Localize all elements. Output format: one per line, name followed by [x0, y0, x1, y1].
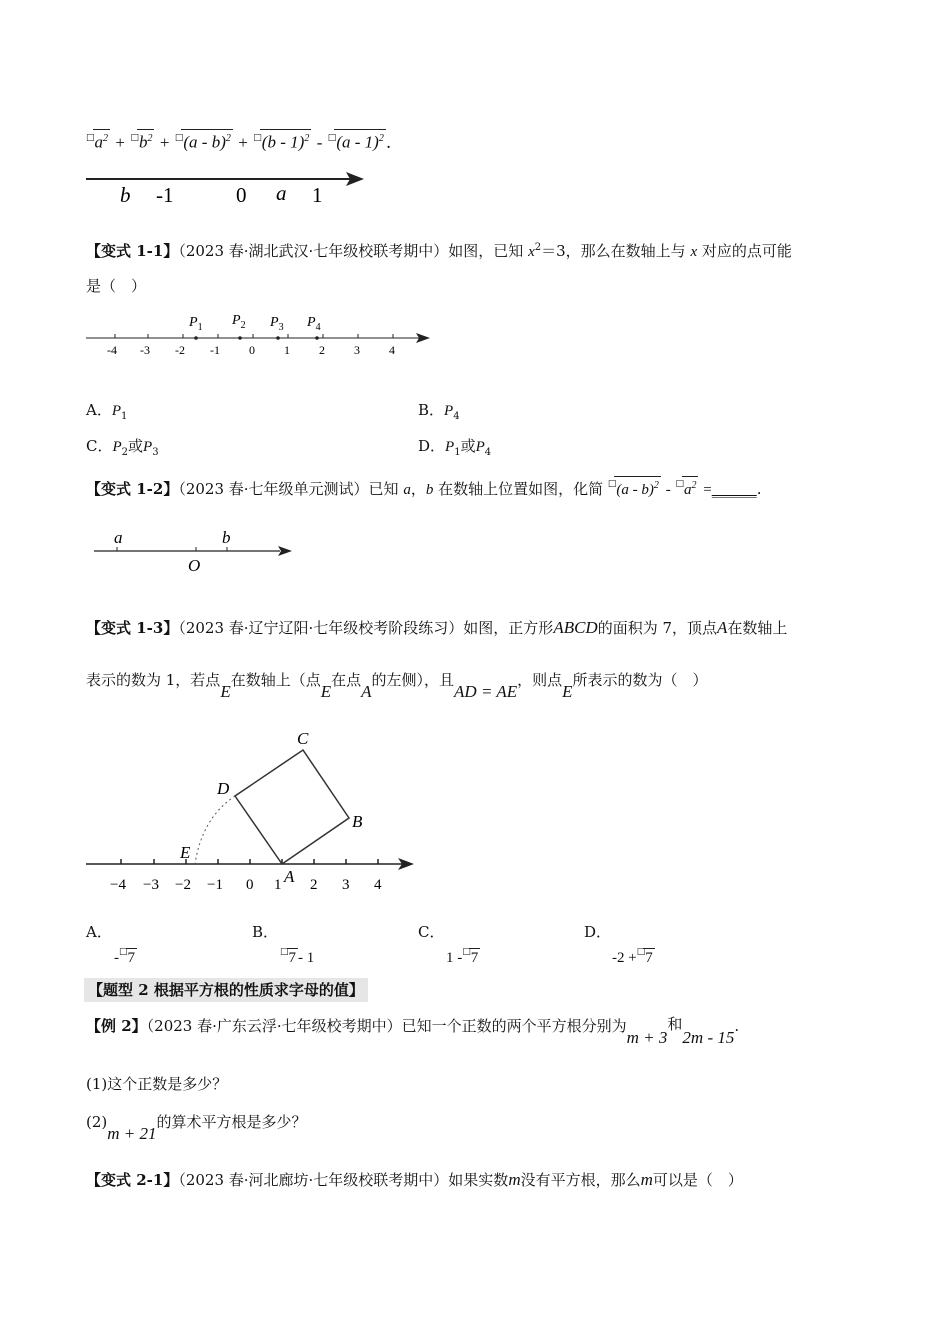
section-2-title: 【题型 2 根据平方根的性质求字母的值】	[84, 978, 368, 1002]
square-abcd	[235, 750, 349, 864]
top-expression: $^□a^2 + ^□b^2 + ^□(a - b)^2 + ^□(b - 1)^2 - ^□(a - 1)^2$ .	[86, 128, 391, 153]
v11-tick-neg2: -2	[175, 343, 185, 357]
v13-figure	[84, 722, 424, 902]
v13-tick-neg3: −3	[143, 877, 159, 893]
v13-question-line2: 表示的数为 1，若点E在数轴上（点E在点A的左侧），且AD = AE，则点E所表示的数为（ ）	[86, 671, 708, 701]
v12-question: 【变式 1-2】（2023 春·七年级单元测试）已知 a，b 在数轴上位置如图，化简 $^□(a - b)^2 - ^□a^2$ =______.	[86, 474, 762, 500]
v11-point-p2: $P_2$	[232, 313, 246, 331]
ex2-question: 【例 2】（2023 春·广东云浮·七年级校考期中）已知一个正数的两个平方根分别为m + 3和2m - 15.	[86, 1015, 740, 1047]
v11-tick-neg4: -4	[107, 343, 117, 357]
v13-vertex-c: C	[297, 729, 309, 748]
v13-tick-4: 4	[374, 877, 382, 893]
v11-question-line2: 是（ ）	[86, 277, 147, 295]
v13-vertex-a: A	[284, 867, 295, 886]
v12-label-b: b	[222, 528, 231, 547]
v11-tick-neg1: -1	[210, 343, 220, 357]
v11-tick-4: 4	[389, 343, 395, 357]
v11-option-c[interactable]: C．$P_2$或$P_3$	[86, 437, 159, 458]
v13-tick-2: 2	[310, 877, 318, 893]
nl1-label-0: 0	[236, 183, 247, 207]
v11-tick-3: 3	[354, 343, 360, 357]
nl1-label-1: 1	[312, 183, 323, 207]
v11-point-p3: $P_3$	[270, 315, 284, 333]
v13-option-a[interactable]: A． -□7	[86, 923, 136, 966]
v11-tick-0: 0	[249, 343, 255, 357]
v11-point-p1: $P_1$	[189, 315, 203, 333]
nl1-label-b: b	[120, 183, 131, 207]
ex2-q1: (1)这个正数是多少？	[86, 1075, 228, 1093]
v12-label-a: a	[114, 528, 123, 547]
ex2-q2: (2)m + 21的算术平方根是多少？	[86, 1113, 307, 1143]
v12-answer-blank[interactable]: ______	[711, 480, 757, 498]
v12-number-line	[90, 526, 300, 576]
v13-tick-3: 3	[342, 877, 350, 893]
v12-label-o: O	[188, 556, 201, 575]
v13-tick-1: 1	[274, 877, 282, 893]
nl1-label-neg1: -1	[156, 183, 174, 207]
v11-question-line1: 【变式 1-1】（2023 春·湖北武汉·七年级校联考期中）如图，已知 $x^2=3$，那么在数轴上与 x 对应的点可能	[86, 242, 792, 260]
v13-tick-neg4: −4	[110, 877, 126, 893]
v11-option-a[interactable]: A．$P_1$	[86, 401, 128, 422]
v11-tick-2: 2	[319, 343, 325, 357]
v13-tick-neg2: −2	[175, 877, 191, 893]
v21-question: 【变式 2-1】（2023 春·河北廊坊·七年级校联考期中）如果实数m没有平方根，那么m可以是（ ）	[86, 1170, 743, 1189]
v13-option-b[interactable]: B． □7 - 1	[252, 923, 315, 966]
nl1-label-a: a	[276, 181, 287, 205]
v13-vertex-e: E	[180, 843, 191, 862]
v13-option-d[interactable]: D． -2 +□7	[584, 923, 653, 966]
v11-tick-1: 1	[284, 343, 290, 357]
v13-question-line1: 【变式 1-3】（2023 春·辽宁辽阳·七年级校考阶段练习）如图，正方形ABCD的面积为 7，顶点A在数轴上	[86, 618, 788, 637]
v13-vertex-d: D	[217, 779, 230, 798]
v11-point-p4: $P_4$	[307, 315, 321, 333]
v11-number-line	[84, 308, 434, 360]
v13-tick-0: 0	[246, 877, 254, 893]
arc-d-to-e	[195, 796, 235, 864]
v13-vertex-b: B	[352, 812, 363, 831]
v11-option-d[interactable]: D．$P_1$或$P_4$	[418, 437, 492, 458]
number-line-1	[84, 168, 374, 212]
v11-tick-neg3: -3	[140, 343, 150, 357]
v13-tick-neg1: −1	[207, 877, 223, 893]
v13-option-c[interactable]: C． 1 -□7	[418, 923, 479, 966]
v11-option-b[interactable]: B．$P_4$	[418, 401, 460, 422]
